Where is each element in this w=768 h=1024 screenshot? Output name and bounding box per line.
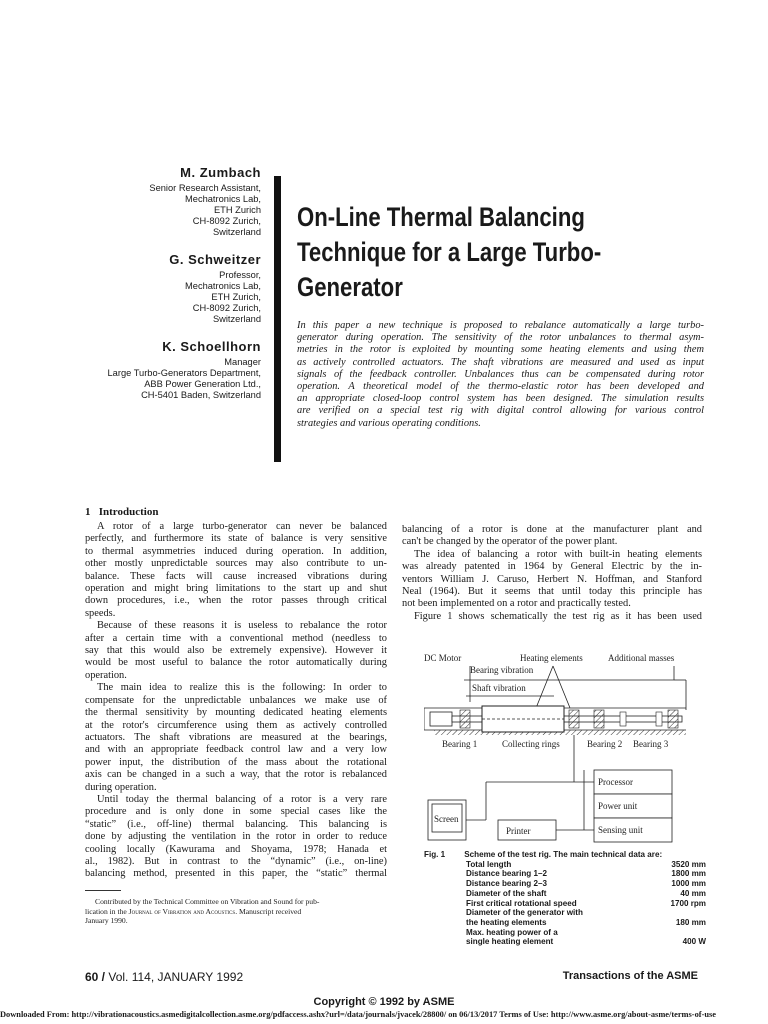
caption-row bbox=[466, 908, 706, 918]
bearing-3-shape bbox=[668, 710, 678, 728]
body-line: The main idea to realize this is the following: In order to bbox=[97, 682, 387, 694]
body-line: A rotor of a large turbo-generator can never be balanced bbox=[97, 521, 387, 532]
mass-disc-shape bbox=[620, 712, 626, 726]
caption-row-name: Diameter of the generator with bbox=[466, 908, 583, 918]
caption-row-name: First critical rotational speed bbox=[466, 898, 577, 908]
caption-row-name: Total length bbox=[466, 859, 512, 869]
body-line: The idea of balancing a rotor with built-in heating elements bbox=[414, 548, 702, 560]
body-line: can't be changed by the operator of the power plant. bbox=[402, 536, 618, 548]
figure-test-rig bbox=[424, 650, 704, 850]
footnote-text: . Manuscript received bbox=[235, 906, 302, 916]
label-heating-elements: Heating elements bbox=[520, 653, 583, 663]
affiliation-line: ETH Zurich, bbox=[211, 292, 261, 302]
body-line: would be most useful to balance the rotor automatically during bbox=[85, 657, 387, 669]
label-bearing-2: Bearing 2 bbox=[587, 739, 623, 749]
dc-motor-shape bbox=[430, 712, 452, 726]
label-bearing-vibration: Bearing vibration bbox=[470, 665, 534, 675]
title-divider-bar bbox=[274, 176, 281, 462]
author-block bbox=[21, 339, 261, 401]
body-line: after a certain time with a conventional method (needless to bbox=[85, 632, 387, 644]
body-line: power input, the distribution of the mass about the rotational bbox=[85, 756, 387, 768]
section-title: Introduction bbox=[98, 506, 159, 518]
label-sensing-unit: Sensing unit bbox=[598, 825, 643, 835]
caption-row-name: Distance bearing 2–3 bbox=[466, 879, 547, 889]
body-line: other mostly unpredictable sources may also contribute to un- bbox=[85, 558, 387, 570]
body-line: during operation. bbox=[85, 781, 157, 793]
footnote-rule bbox=[85, 890, 121, 891]
body-line: balance. These facts will cause increased vibrations during bbox=[85, 570, 387, 582]
caption-row-value: 1000 mm bbox=[671, 879, 706, 889]
affiliation-line: Mechatronics Lab, bbox=[185, 194, 261, 204]
body-line: Neal (1964). But it seems that until today this principle has bbox=[402, 586, 702, 598]
abstract-line: operation. A theoretical model of the thermo-elastic rotor has been developed and bbox=[297, 381, 704, 393]
author-list bbox=[21, 165, 261, 413]
abstract-line: strategies and various operating conditions. bbox=[297, 417, 481, 429]
affiliation-line: Mechatronics Lab, bbox=[185, 281, 261, 291]
caption-row bbox=[466, 928, 706, 938]
abstract-line: In this paper a new technique is proposed to rebalance automatically a large turbo- bbox=[297, 320, 704, 331]
label-collecting-rings: Collecting rings bbox=[502, 739, 560, 749]
footnote-journal: Journal of Vibration and Acoustics bbox=[128, 906, 236, 916]
caption-row-name: Max. heating power of a bbox=[466, 927, 558, 937]
caption-row-value: 400 W bbox=[682, 937, 706, 947]
label-bearing-3: Bearing 3 bbox=[633, 739, 669, 749]
abstract-line: as actively controlled actuators. The shaft vibrations are measured and used as input bbox=[297, 356, 704, 368]
author-name: M. Zumbach bbox=[180, 165, 261, 180]
affiliation-line: Large Turbo-Generators Department, bbox=[107, 368, 261, 378]
figure-caption bbox=[424, 850, 706, 947]
body-line: down procedures, i.e., when the rotor passes through critical bbox=[85, 595, 387, 607]
affiliation-line: CH-5401 Baden, Switzerland bbox=[141, 390, 261, 400]
page-footer-left bbox=[85, 970, 243, 984]
body-line: al., 1982). But in contrast to the “dynamic” (i.e., on-line) bbox=[85, 855, 387, 867]
abstract-line: signals of the feedback controller. Unbalances thus can be compensated during rotor bbox=[297, 368, 704, 380]
section-heading bbox=[85, 506, 158, 518]
body-line: Until today the thermal balancing of a rotor is a very rare bbox=[97, 793, 387, 805]
caption-row bbox=[466, 889, 706, 899]
body-line: ventors William J. Caruso, Herbert N. Hoffman, and Stanford bbox=[402, 573, 702, 585]
caption-row-value: 1800 mm bbox=[671, 869, 706, 879]
affiliation-line: Switzerland bbox=[212, 314, 261, 324]
caption-row-value: 180 mm bbox=[675, 917, 706, 927]
page-number: 60 / bbox=[85, 970, 106, 984]
publication-name: Transactions of the ASME bbox=[562, 970, 698, 982]
body-line: balancing of a rotor is done at the manufacturer plant and bbox=[402, 524, 702, 535]
body-line: “static” (i.e., off-line) thermal balancing. This balancing is bbox=[85, 818, 387, 830]
label-shaft-vibration: Shaft vibration bbox=[472, 683, 526, 693]
journal-issue: Vol. 114, JANUARY 1992 bbox=[108, 970, 244, 984]
body-line: Figure 1 shows schematically the test rig as it has been used bbox=[414, 610, 702, 622]
caption-label: Fig. 1 bbox=[424, 850, 446, 859]
body-line: Because of these reasons it is useless to rebalance the rotor bbox=[97, 620, 387, 632]
abstract-line: an appropriate closed-loop control system has been designed. The simulation results bbox=[297, 393, 704, 405]
test-rig-diagram bbox=[424, 650, 704, 850]
collecting-rings-shape bbox=[569, 710, 579, 728]
bearing-1-shape bbox=[460, 710, 470, 728]
affiliation-line: CH-8092 Zurich, bbox=[192, 216, 261, 226]
label-bearing-1: Bearing 1 bbox=[442, 739, 478, 749]
caption-row-name: Diameter of the shaft bbox=[466, 888, 547, 898]
footnote-line: January 1990. bbox=[85, 916, 128, 925]
body-line: axis can be changed in a such a way, that the rotor is rebalanced bbox=[85, 769, 387, 781]
caption-row bbox=[466, 879, 706, 889]
body-line: the thermal sensitivity by mounting dedicated heating elements bbox=[85, 707, 387, 719]
body-line: at the rotor's circumference using them as actively controlled bbox=[85, 719, 387, 731]
title-line: Generator bbox=[297, 272, 403, 302]
body-line: compensate for the unpredictable unbalances we make use of bbox=[85, 694, 387, 706]
label-processor: Processor bbox=[598, 777, 633, 787]
body-line: to thermal asymmetries induced during operation. In addition, bbox=[85, 545, 387, 557]
footnote bbox=[85, 897, 387, 926]
body-line: was already patented in 1964 by General Electric by the in- bbox=[402, 561, 702, 573]
body-line: actuators. The shaft vibrations are measured at the bearings, bbox=[85, 731, 387, 743]
caption-row bbox=[466, 869, 706, 879]
body-line: speeds. bbox=[85, 607, 116, 619]
abstract bbox=[297, 320, 704, 430]
affiliation-line: Senior Research Assistant, bbox=[149, 183, 261, 193]
body-line: procedure and is only done in some special cases like the bbox=[85, 806, 387, 818]
affiliation-line: ETH Zurich bbox=[213, 205, 261, 215]
section-number: 1 bbox=[85, 506, 91, 518]
body-line: not been implemented on a rotor and practically tested. bbox=[402, 598, 631, 610]
affiliation-line: CH-8092 Zurich, bbox=[192, 303, 261, 313]
caption-row-value: 3520 mm bbox=[671, 859, 706, 869]
footnote-line: Contributed by the Technical Committee on Vibration and Sound for pub- bbox=[95, 897, 320, 906]
body-line: and with an appropriate feedback control law and a very low bbox=[85, 744, 387, 756]
affiliation-line: ABB Power Generation Ltd., bbox=[144, 379, 261, 389]
author-block bbox=[21, 252, 261, 325]
body-column-left bbox=[85, 521, 387, 881]
body-line: done by adjusting the ventilation in the rotor in order to reduce bbox=[85, 831, 387, 843]
abstract-line: metries in the rotor is exploited by mounting some heating elements and using them bbox=[297, 344, 704, 356]
caption-row-name: Distance bearing 1–2 bbox=[466, 869, 547, 879]
caption-row-value: 40 mm bbox=[680, 888, 706, 898]
caption-data-table bbox=[424, 860, 706, 947]
mass-disc-shape bbox=[656, 712, 662, 726]
abstract-line: are verified on a special test rig with digital control allowing for various control bbox=[297, 405, 704, 417]
affiliation-line: Professor, bbox=[219, 270, 261, 280]
author-name: K. Schoellhorn bbox=[162, 339, 261, 354]
caption-row-name: single heating element bbox=[466, 937, 554, 947]
body-line: operation. bbox=[85, 669, 127, 681]
body-line: cooling locally (Kawurama and Shoyama, 1978; Hanada et bbox=[85, 843, 387, 855]
caption-row bbox=[466, 860, 706, 870]
caption-row bbox=[466, 918, 706, 928]
caption-row-name: the heating elements bbox=[466, 917, 547, 927]
caption-row-value: 1700 rpm bbox=[670, 898, 706, 908]
author-block bbox=[21, 165, 261, 238]
author-name: G. Schweitzer bbox=[169, 252, 261, 267]
label-dc-motor: DC Motor bbox=[424, 653, 462, 663]
label-screen: Screen bbox=[434, 814, 459, 824]
abstract-line: generator during operation. The sensitivity of the rotor unbalances to thermal asym- bbox=[297, 332, 704, 344]
title-line: Technique for a Large Turbo- bbox=[297, 237, 602, 267]
affiliation-line: Switzerland bbox=[212, 227, 261, 237]
label-additional-masses: Additional masses bbox=[608, 653, 675, 663]
label-printer: Printer bbox=[506, 826, 531, 836]
copyright-notice: Copyright © 1992 by ASME bbox=[313, 996, 455, 1008]
label-power-unit: Power unit bbox=[598, 801, 638, 811]
body-line: balancing method, presented in this paper, the “static” thermal bbox=[85, 868, 387, 880]
body-line: operation and might bring limitations to the start up and shut bbox=[85, 583, 387, 595]
title-line: On-Line Thermal Balancing bbox=[297, 202, 585, 232]
body-line: say that this would also be extremely expensive). However it bbox=[85, 645, 387, 657]
bearing-2-shape bbox=[594, 710, 604, 728]
download-notice: Downloaded From: http://vibrationacoustics.asmedigitalcollection.asme.org/pdfaccess.ashx?url=/data/journals/jvacek/28800/ on 06/13/2017 Terms of Use: http://www.asme.org/about-asme/terms-of-use bbox=[0, 1010, 716, 1019]
body-line: perfectly, and furthermore its state of balance is very sensitive bbox=[85, 533, 387, 545]
caption-row bbox=[466, 937, 706, 947]
affiliation-line: Manager bbox=[224, 357, 261, 367]
caption-text: Scheme of the test rig. The main technical data are: bbox=[464, 850, 663, 859]
body-column-right bbox=[402, 524, 702, 623]
caption-row bbox=[466, 899, 706, 909]
paper-title bbox=[297, 200, 674, 305]
footnote-line bbox=[85, 907, 387, 917]
footnote-text: lication in the bbox=[85, 906, 129, 916]
